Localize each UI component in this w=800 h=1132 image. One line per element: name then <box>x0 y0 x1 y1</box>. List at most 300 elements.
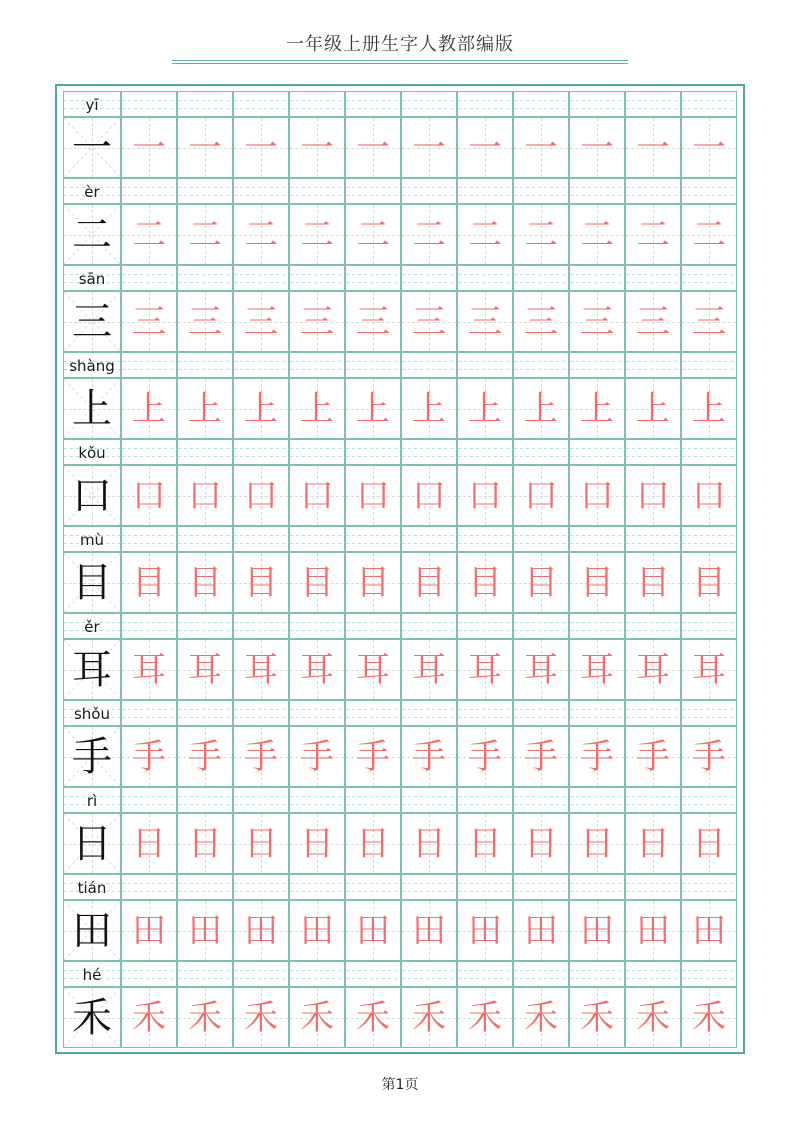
trace-character: 田 <box>524 910 558 951</box>
char-cell-trace <box>401 291 457 352</box>
char-cell-trace <box>569 552 625 613</box>
trace-character: 一 <box>356 127 390 168</box>
pinyin-cell-blank <box>121 439 177 465</box>
pinyin-label: shàng <box>69 357 115 375</box>
pinyin-cell-blank <box>569 91 625 117</box>
pinyin-cell-model <box>63 91 121 117</box>
trace-character: 二 <box>300 214 334 255</box>
pinyin-cell-blank <box>177 613 233 639</box>
pinyin-cell-blank <box>121 961 177 987</box>
model-character: 口 <box>72 472 112 519</box>
pinyin-cell-blank <box>457 874 513 900</box>
trace-character: 口 <box>468 475 502 516</box>
trace-character: 上 <box>412 388 446 429</box>
trace-character: 手 <box>356 736 390 777</box>
model-character: 手 <box>72 733 112 780</box>
pinyin-cell-blank <box>345 613 401 639</box>
char-cell-trace <box>457 465 513 526</box>
char-cell-trace <box>177 639 233 700</box>
pinyin-cell-blank <box>401 787 457 813</box>
pinyin-cell-blank <box>233 526 289 552</box>
trace-character: 三 <box>468 301 502 342</box>
trace-character: 三 <box>692 301 726 342</box>
pinyin-cell-blank <box>569 439 625 465</box>
pinyin-cell-blank <box>233 178 289 204</box>
trace-character: 目 <box>188 562 222 603</box>
trace-character: 口 <box>244 475 278 516</box>
pinyin-cell-model <box>63 265 121 291</box>
trace-character: 手 <box>580 736 614 777</box>
character-row <box>63 439 738 526</box>
trace-character: 口 <box>524 475 558 516</box>
pinyin-cell-blank <box>177 961 233 987</box>
trace-character: 日 <box>468 823 502 864</box>
char-cell-trace <box>121 726 177 787</box>
pinyin-cell-blank <box>345 874 401 900</box>
char-cell-trace <box>401 900 457 961</box>
pinyin-cell-blank <box>345 352 401 378</box>
pinyin-cell-blank <box>569 178 625 204</box>
char-cell-trace <box>513 465 569 526</box>
trace-character: 日 <box>412 823 446 864</box>
pinyin-cell-model <box>63 439 121 465</box>
char-band <box>63 117 738 178</box>
pinyin-cell-blank <box>457 178 513 204</box>
pinyin-cell-model <box>63 787 121 813</box>
trace-character: 三 <box>188 301 222 342</box>
pinyin-cell-blank <box>625 91 681 117</box>
pinyin-cell-blank <box>625 439 681 465</box>
char-cell-trace <box>401 987 457 1048</box>
char-cell-trace <box>513 639 569 700</box>
pinyin-cell-blank <box>625 961 681 987</box>
pinyin-cell-blank <box>177 91 233 117</box>
character-row <box>63 265 738 352</box>
trace-character: 手 <box>412 736 446 777</box>
pinyin-cell-blank <box>345 700 401 726</box>
char-cell-trace <box>569 813 625 874</box>
trace-character: 目 <box>300 562 334 603</box>
trace-character: 田 <box>244 910 278 951</box>
char-cell-trace <box>177 291 233 352</box>
trace-character: 耳 <box>244 649 278 690</box>
char-cell-trace <box>233 204 289 265</box>
char-cell-trace <box>457 639 513 700</box>
trace-character: 禾 <box>300 997 334 1038</box>
char-band <box>63 378 738 439</box>
char-cell-trace <box>681 465 737 526</box>
trace-character: 手 <box>692 736 726 777</box>
pinyin-cell-blank <box>233 265 289 291</box>
char-cell-trace <box>233 117 289 178</box>
pinyin-label: èr <box>84 183 100 201</box>
trace-character: 二 <box>468 214 502 255</box>
char-cell-trace <box>233 813 289 874</box>
pinyin-band <box>63 874 738 900</box>
pinyin-cell-blank <box>625 700 681 726</box>
char-band <box>63 552 738 613</box>
pinyin-cell-blank <box>233 787 289 813</box>
trace-character: 三 <box>244 301 278 342</box>
pinyin-label: yī <box>85 96 99 114</box>
char-cell-trace <box>401 117 457 178</box>
pinyin-cell-model <box>63 352 121 378</box>
pinyin-cell-model <box>63 613 121 639</box>
char-cell-model <box>63 552 121 613</box>
char-cell-trace <box>401 639 457 700</box>
trace-character: 上 <box>636 388 670 429</box>
trace-character: 二 <box>524 214 558 255</box>
char-cell-trace <box>457 291 513 352</box>
char-cell-trace <box>289 204 345 265</box>
char-cell-trace <box>233 987 289 1048</box>
trace-character: 手 <box>188 736 222 777</box>
pinyin-cell-blank <box>401 439 457 465</box>
pinyin-cell-blank <box>345 265 401 291</box>
pinyin-cell-blank <box>569 526 625 552</box>
pinyin-cell-blank <box>681 613 737 639</box>
pinyin-cell-blank <box>401 874 457 900</box>
trace-character: 手 <box>524 736 558 777</box>
pinyin-cell-blank <box>457 91 513 117</box>
trace-character: 一 <box>300 127 334 168</box>
trace-character: 手 <box>244 736 278 777</box>
char-cell-trace <box>401 378 457 439</box>
page-number: 第1页 <box>381 1077 419 1093</box>
pinyin-cell-blank <box>513 352 569 378</box>
char-cell-trace <box>457 813 513 874</box>
character-row <box>63 613 738 700</box>
pinyin-band <box>63 352 738 378</box>
pinyin-cell-blank <box>513 91 569 117</box>
pinyin-cell-blank <box>345 91 401 117</box>
pinyin-cell-model <box>63 874 121 900</box>
trace-character: 上 <box>356 388 390 429</box>
pinyin-cell-blank <box>289 874 345 900</box>
pinyin-cell-blank <box>401 352 457 378</box>
char-cell-trace <box>121 987 177 1048</box>
char-cell-trace <box>121 639 177 700</box>
char-cell-trace <box>177 726 233 787</box>
trace-character: 二 <box>244 214 278 255</box>
tianzige-grid <box>63 91 738 1048</box>
pinyin-cell-blank <box>457 526 513 552</box>
pinyin-cell-blank <box>569 613 625 639</box>
char-cell-trace <box>121 465 177 526</box>
char-cell-trace <box>401 552 457 613</box>
trace-character: 一 <box>132 127 166 168</box>
char-band <box>63 465 738 526</box>
pinyin-cell-blank <box>681 961 737 987</box>
trace-character: 耳 <box>188 649 222 690</box>
pinyin-label: rì <box>86 792 98 810</box>
char-cell-trace <box>177 117 233 178</box>
model-character: 二 <box>72 211 112 258</box>
trace-character: 口 <box>188 475 222 516</box>
pinyin-band <box>63 265 738 291</box>
char-cell-trace <box>513 204 569 265</box>
model-character: 三 <box>72 298 112 345</box>
char-cell-trace <box>345 639 401 700</box>
char-cell-trace <box>345 987 401 1048</box>
pinyin-cell-blank <box>289 526 345 552</box>
trace-character: 上 <box>132 388 166 429</box>
pinyin-cell-blank <box>625 526 681 552</box>
trace-character: 日 <box>580 823 614 864</box>
char-cell-trace <box>513 291 569 352</box>
pinyin-cell-blank <box>177 874 233 900</box>
pinyin-cell-blank <box>457 961 513 987</box>
pinyin-cell-blank <box>401 613 457 639</box>
trace-character: 手 <box>636 736 670 777</box>
char-cell-trace <box>177 900 233 961</box>
pinyin-cell-blank <box>681 352 737 378</box>
trace-character: 目 <box>580 562 614 603</box>
pinyin-cell-blank <box>681 526 737 552</box>
pinyin-cell-blank <box>513 961 569 987</box>
trace-character: 禾 <box>132 997 166 1038</box>
practice-sheet <box>55 84 745 1054</box>
char-cell-trace <box>513 117 569 178</box>
trace-character: 日 <box>524 823 558 864</box>
pinyin-label: sān <box>78 270 106 288</box>
trace-character: 手 <box>468 736 502 777</box>
pinyin-label: ěr <box>84 618 100 636</box>
trace-character: 口 <box>580 475 614 516</box>
character-row <box>63 961 738 1048</box>
character-row <box>63 700 738 787</box>
pinyin-band <box>63 526 738 552</box>
char-cell-trace <box>625 291 681 352</box>
trace-character: 口 <box>412 475 446 516</box>
trace-character: 耳 <box>300 649 334 690</box>
pinyin-cell-blank <box>625 265 681 291</box>
pinyin-cell-blank <box>121 352 177 378</box>
pinyin-cell-blank <box>681 265 737 291</box>
pinyin-cell-blank <box>401 265 457 291</box>
trace-character: 三 <box>580 301 614 342</box>
trace-character: 二 <box>132 214 166 255</box>
trace-character: 禾 <box>412 997 446 1038</box>
char-cell-trace <box>681 813 737 874</box>
trace-character: 口 <box>300 475 334 516</box>
char-cell-trace <box>569 465 625 526</box>
pinyin-cell-model <box>63 961 121 987</box>
pinyin-cell-blank <box>177 265 233 291</box>
char-cell-trace <box>513 378 569 439</box>
pinyin-cell-blank <box>345 178 401 204</box>
pinyin-cell-blank <box>569 700 625 726</box>
title-underline <box>172 60 628 61</box>
pinyin-cell-blank <box>457 700 513 726</box>
pinyin-band <box>63 439 738 465</box>
trace-character: 一 <box>636 127 670 168</box>
pinyin-label: hé <box>82 966 102 984</box>
pinyin-cell-blank <box>457 787 513 813</box>
char-cell-trace <box>345 465 401 526</box>
pinyin-cell-blank <box>681 439 737 465</box>
pinyin-band <box>63 178 738 204</box>
char-cell-trace <box>681 900 737 961</box>
char-cell-trace <box>177 813 233 874</box>
char-cell-trace <box>345 900 401 961</box>
pinyin-cell-blank <box>121 787 177 813</box>
pinyin-cell-blank <box>289 787 345 813</box>
trace-character: 日 <box>356 823 390 864</box>
trace-character: 二 <box>356 214 390 255</box>
char-cell-trace <box>569 378 625 439</box>
pinyin-cell-blank <box>177 700 233 726</box>
char-cell-model <box>63 204 121 265</box>
char-band <box>63 726 738 787</box>
char-cell-trace <box>233 378 289 439</box>
pinyin-cell-blank <box>233 613 289 639</box>
trace-character: 田 <box>300 910 334 951</box>
char-cell-trace <box>233 291 289 352</box>
pinyin-cell-blank <box>233 439 289 465</box>
model-character: 禾 <box>72 994 112 1041</box>
char-cell-trace <box>681 291 737 352</box>
pinyin-cell-blank <box>513 178 569 204</box>
trace-character: 上 <box>580 388 614 429</box>
pinyin-cell-blank <box>177 178 233 204</box>
trace-character: 日 <box>132 823 166 864</box>
pinyin-cell-model <box>63 526 121 552</box>
pinyin-cell-blank <box>345 526 401 552</box>
char-cell-trace <box>681 117 737 178</box>
trace-character: 耳 <box>524 649 558 690</box>
char-cell-trace <box>457 117 513 178</box>
char-cell-model <box>63 117 121 178</box>
pinyin-band <box>63 787 738 813</box>
pinyin-cell-blank <box>569 874 625 900</box>
trace-character: 上 <box>188 388 222 429</box>
pinyin-cell-blank <box>513 787 569 813</box>
pinyin-cell-blank <box>289 178 345 204</box>
pinyin-cell-blank <box>121 700 177 726</box>
char-cell-trace <box>625 987 681 1048</box>
char-cell-trace <box>625 900 681 961</box>
pinyin-cell-blank <box>289 439 345 465</box>
trace-character: 一 <box>580 127 614 168</box>
pinyin-cell-blank <box>513 700 569 726</box>
char-cell-trace <box>177 552 233 613</box>
pinyin-cell-blank <box>233 91 289 117</box>
char-cell-trace <box>233 900 289 961</box>
char-cell-trace <box>457 204 513 265</box>
char-cell-trace <box>569 987 625 1048</box>
trace-character: 上 <box>468 388 502 429</box>
trace-character: 田 <box>692 910 726 951</box>
char-cell-trace <box>681 204 737 265</box>
char-cell-trace <box>345 117 401 178</box>
trace-character: 耳 <box>468 649 502 690</box>
char-cell-trace <box>345 726 401 787</box>
char-cell-trace <box>513 900 569 961</box>
pinyin-cell-blank <box>457 613 513 639</box>
trace-character: 一 <box>692 127 726 168</box>
character-row <box>63 91 738 178</box>
char-cell-trace <box>625 465 681 526</box>
trace-character: 禾 <box>188 997 222 1038</box>
trace-character: 口 <box>692 475 726 516</box>
pinyin-cell-blank <box>345 961 401 987</box>
trace-character: 田 <box>580 910 614 951</box>
pinyin-cell-blank <box>513 526 569 552</box>
model-character: 一 <box>72 124 112 171</box>
char-cell-trace <box>177 987 233 1048</box>
pinyin-cell-blank <box>121 91 177 117</box>
pinyin-cell-blank <box>625 352 681 378</box>
char-cell-model <box>63 900 121 961</box>
model-character: 田 <box>72 907 112 954</box>
char-cell-trace <box>513 987 569 1048</box>
pinyin-cell-blank <box>401 178 457 204</box>
trace-character: 日 <box>188 823 222 864</box>
char-cell-trace <box>233 726 289 787</box>
char-cell-model <box>63 987 121 1048</box>
char-cell-trace <box>681 987 737 1048</box>
trace-character: 口 <box>636 475 670 516</box>
trace-character: 一 <box>188 127 222 168</box>
trace-character: 上 <box>244 388 278 429</box>
pinyin-cell-blank <box>401 91 457 117</box>
char-cell-trace <box>625 726 681 787</box>
char-band <box>63 291 738 352</box>
model-character: 日 <box>72 820 112 867</box>
trace-character: 田 <box>412 910 446 951</box>
char-cell-trace <box>569 726 625 787</box>
trace-character: 三 <box>300 301 334 342</box>
char-cell-trace <box>513 726 569 787</box>
pinyin-cell-blank <box>121 265 177 291</box>
trace-character: 上 <box>524 388 558 429</box>
trace-character: 一 <box>524 127 558 168</box>
trace-character: 二 <box>188 214 222 255</box>
trace-character: 三 <box>356 301 390 342</box>
pinyin-cell-blank <box>289 613 345 639</box>
trace-character: 耳 <box>692 649 726 690</box>
model-character: 耳 <box>72 646 112 693</box>
pinyin-cell-blank <box>177 787 233 813</box>
pinyin-cell-blank <box>569 787 625 813</box>
char-cell-trace <box>625 552 681 613</box>
pinyin-label: shǒu <box>73 705 110 723</box>
pinyin-band <box>63 91 738 117</box>
pinyin-cell-blank <box>233 352 289 378</box>
pinyin-cell-blank <box>289 961 345 987</box>
pinyin-cell-blank <box>681 787 737 813</box>
char-cell-trace <box>289 900 345 961</box>
char-cell-trace <box>345 291 401 352</box>
pinyin-band <box>63 700 738 726</box>
char-cell-trace <box>289 987 345 1048</box>
trace-character: 田 <box>468 910 502 951</box>
char-cell-trace <box>289 552 345 613</box>
char-cell-trace <box>289 639 345 700</box>
pinyin-cell-blank <box>121 874 177 900</box>
pinyin-label: mù <box>79 531 105 549</box>
pinyin-cell-blank <box>681 178 737 204</box>
pinyin-label: kǒu <box>78 444 106 462</box>
trace-character: 口 <box>132 475 166 516</box>
char-cell-trace <box>457 378 513 439</box>
char-cell-trace <box>345 204 401 265</box>
pinyin-cell-blank <box>233 874 289 900</box>
character-row <box>63 352 738 439</box>
char-cell-trace <box>457 900 513 961</box>
char-cell-trace <box>289 378 345 439</box>
